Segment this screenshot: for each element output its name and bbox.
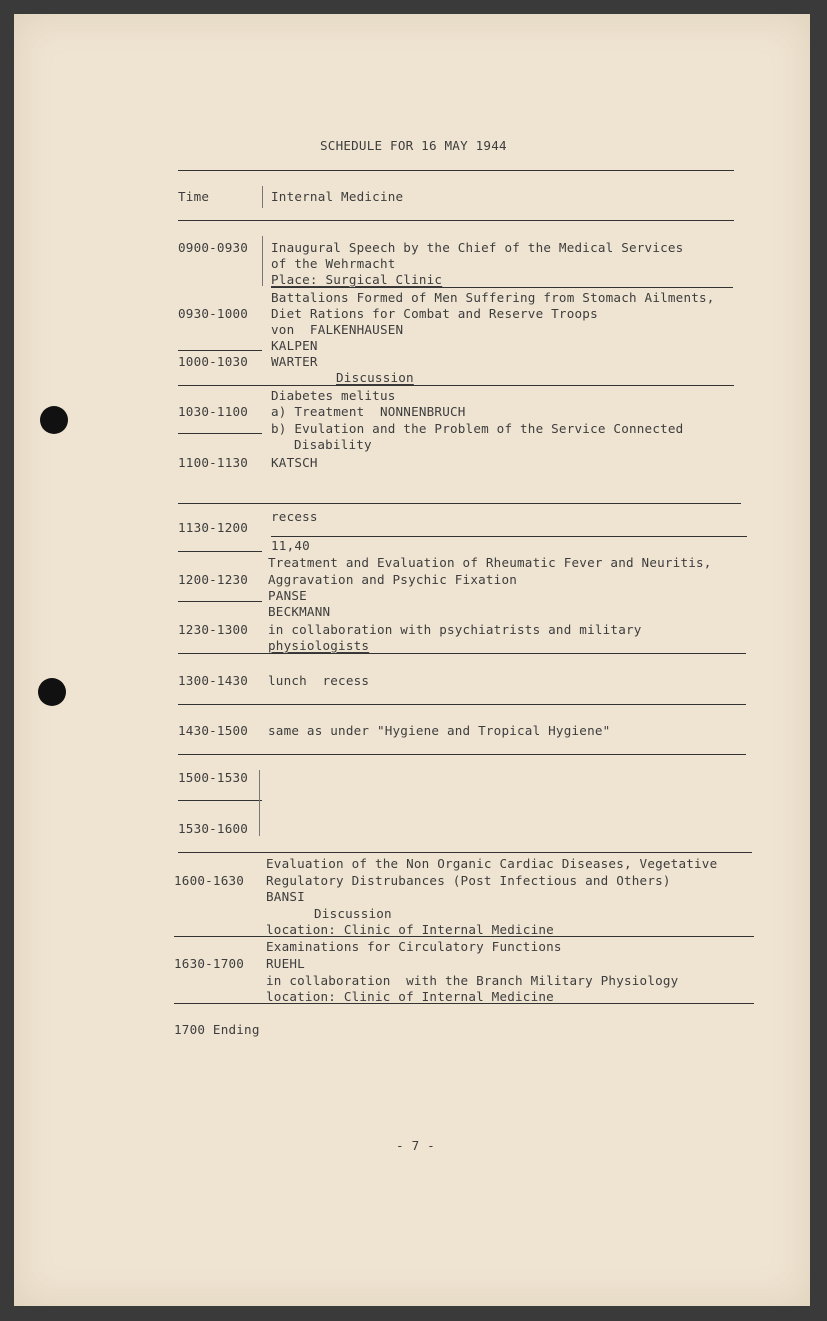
- punch-hole-top: [40, 406, 68, 434]
- time-1530-1600: 1530-1600: [178, 821, 249, 836]
- entry-1030-line-3: b) Evulation and the Problem of the Service Connected: [271, 421, 684, 436]
- time-1230-1300: 1230-1300: [178, 622, 249, 637]
- time-0930-1000: 0930-1000: [178, 306, 249, 321]
- time-rule: [178, 601, 262, 602]
- entry-1430-line-1: same as under "Hygiene and Tropical Hygiene": [268, 723, 611, 738]
- column-divider: [259, 770, 260, 836]
- title-rule: [178, 170, 734, 171]
- entry-1300-line-1: lunch recess: [268, 673, 370, 688]
- entry-0900-line-1: Inaugural Speech by the Chief of the Medical Services: [271, 240, 684, 255]
- entry-0930-line-2: Diet Rations for Combat and Reserve Troops: [271, 306, 598, 321]
- entry-1130-recess: recess: [271, 509, 318, 524]
- time-rule: [178, 350, 262, 351]
- row-rule: [178, 704, 746, 705]
- entry-1230-line-1: in collaboration with psychiatrists and military: [268, 622, 642, 637]
- page-number: - 7 -: [396, 1138, 435, 1153]
- time-1600-1630: 1600-1630: [174, 873, 245, 888]
- entry-0930-line-4: KALPEN: [271, 338, 318, 353]
- entry-1630-line-1: Examinations for Circulatory Functions: [266, 939, 562, 954]
- entry-0930-line-3: von FALKENHAUSEN: [271, 322, 404, 337]
- document-page: [14, 14, 810, 1306]
- entry-0930-line-1: Battalions Formed of Men Suffering from Stomach Ailments,: [271, 290, 715, 305]
- entry-1000-discussion: Discussion: [336, 370, 414, 385]
- row-rule: [178, 754, 746, 755]
- header-time: Time: [178, 189, 210, 204]
- time-1630-1700: 1630-1700: [174, 956, 245, 971]
- row-rule: [178, 503, 741, 504]
- time-1200-1230: 1200-1230: [178, 572, 249, 587]
- entry-1600-line-3: BANSI: [266, 889, 305, 904]
- time-1000-1030: 1000-1030: [178, 354, 249, 369]
- entry-1100-line-1: KATSCH: [271, 455, 318, 470]
- time-1130-1200: 1130-1200: [178, 520, 249, 535]
- time-1430-1500: 1430-1500: [178, 723, 249, 738]
- time-1300-1430: 1300-1430: [178, 673, 249, 688]
- header-subject: Internal Medicine: [271, 189, 404, 204]
- entry-1030-line-2: a) Treatment NONNENBRUCH: [271, 404, 466, 419]
- page-title: SCHEDULE FOR 16 MAY 1944: [320, 138, 507, 153]
- row-rule: [178, 852, 752, 853]
- entry-1600-line-2: Regulatory Distrubances (Post Infectious and Others): [266, 873, 671, 888]
- entry-1000-line-1: WARTER: [271, 354, 318, 369]
- entry-1200-line-2: Aggravation and Psychic Fixation: [268, 572, 518, 587]
- entry-1600-location: location: Clinic of Internal Medicine: [266, 922, 554, 937]
- row-rule: [178, 653, 746, 654]
- entry-0900-line-2: of the Wehrmacht: [271, 256, 396, 271]
- entry-1200-line-3: PANSE: [268, 588, 307, 603]
- entry-1200-line-1: Treatment and Evaluation of Rheumatic Fever and Neuritis,: [268, 555, 712, 570]
- time-1030-1100: 1030-1100: [178, 404, 249, 419]
- ending-line: 1700 Ending: [174, 1022, 260, 1037]
- entry-1630-location: location: Clinic of Internal Medicine: [266, 989, 554, 1004]
- entry-1030-line-1: Diabetes melitus: [271, 388, 396, 403]
- row-rule: [178, 385, 734, 386]
- entry-1130-note: 11,40: [271, 538, 310, 553]
- time-0900-0930: 0900-0930: [178, 240, 249, 255]
- entry-1600-line-1: Evaluation of the Non Organic Cardiac Diseases, Vegetative: [266, 856, 718, 871]
- entry-1200-line-4: BECKMANN: [268, 604, 331, 619]
- entry-1230-line-2: physiologists: [268, 638, 370, 653]
- entry-1600-discussion: Discussion: [314, 906, 392, 921]
- entry-0900-place: Place: Surgical Clinic: [271, 272, 443, 287]
- header-rule: [178, 220, 734, 221]
- header-divider: [262, 186, 263, 208]
- time-1100-1130: 1100-1130: [178, 455, 249, 470]
- row-rule: [271, 536, 747, 537]
- time-rule: [178, 800, 262, 801]
- row-rule: [271, 287, 733, 288]
- column-divider: [262, 236, 263, 286]
- entry-1630-line-2: RUEHL: [266, 956, 305, 971]
- entry-1030-line-4: Disability: [294, 437, 372, 452]
- row-rule: [174, 1003, 754, 1004]
- time-rule: [178, 433, 262, 434]
- time-1500-1530: 1500-1530: [178, 770, 249, 785]
- row-rule: [174, 936, 754, 937]
- time-rule: [178, 551, 262, 552]
- entry-1630-line-3: in collaboration with the Branch Military Physiology: [266, 973, 679, 988]
- punch-hole-bottom: [38, 678, 66, 706]
